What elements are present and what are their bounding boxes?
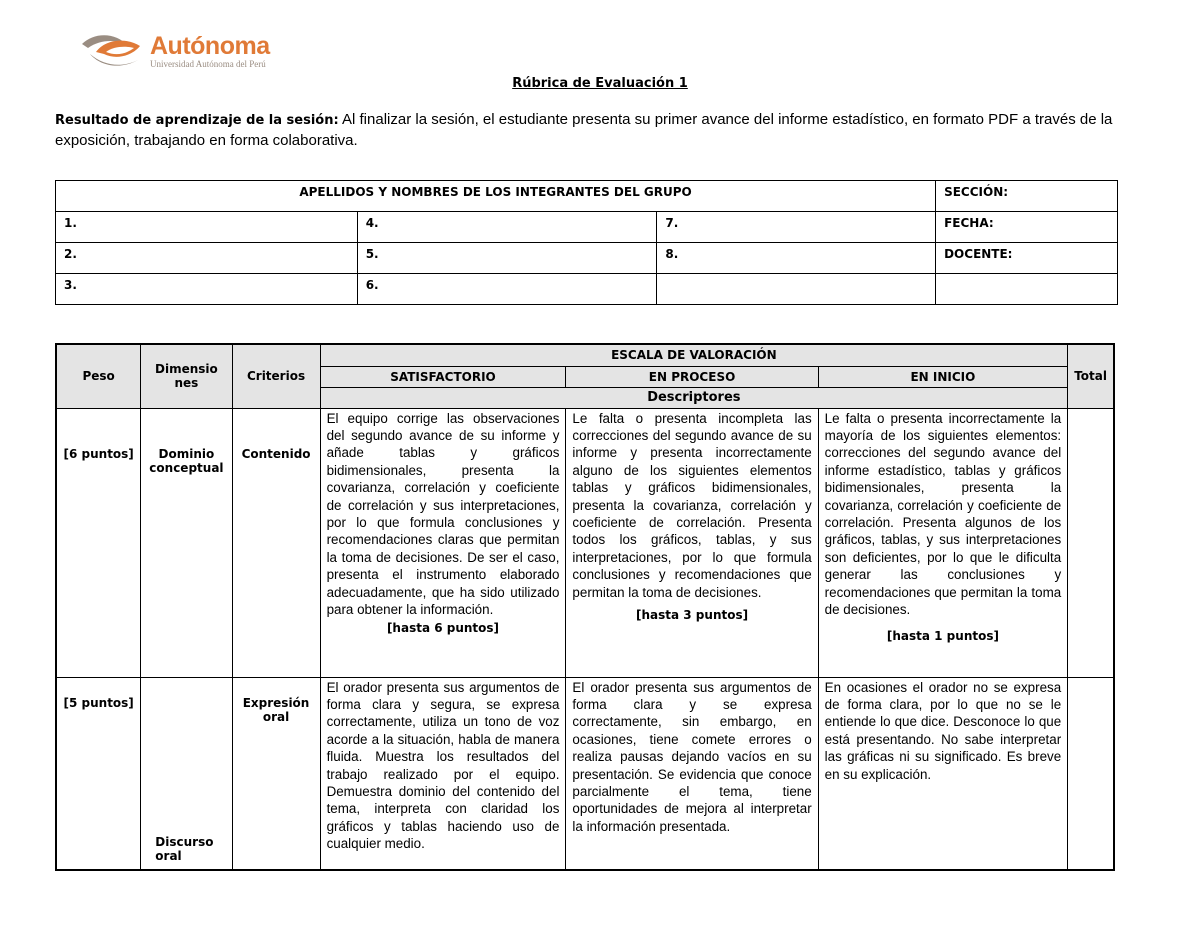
member-slot-1[interactable]: 1. [56,212,358,243]
member-slot-3[interactable]: 3. [56,274,358,305]
learning-outcome [55,110,1145,151]
header-en-inicio: EN INICIO [818,366,1068,387]
total-cell[interactable] [1068,677,1114,870]
points-label: [hasta 3 puntos] [636,607,749,622]
total-cell[interactable] [1068,408,1114,677]
member-slot-7[interactable]: 7. [657,212,936,243]
members-header: APELLIDOS Y NOMBRES DE LOS INTEGRANTES DEL GRUPO [56,181,936,212]
dimension-cell: Discurso oral [141,677,232,870]
descriptor-en-proceso: El orador presenta sus argumentos de forma clara y se expresa correctamente, sin embargo, en ocasiones, tiene comete errores o realiza pausas dejando vacíos en su presentación. Se evidencia que conoce parcialmente el tema, tiene oportunidades de mejora al interpretar la información presentada. [566,677,818,870]
rubric-table [55,343,1115,871]
descriptor-en-proceso: Le falta o presenta incompleta las correcciones del segundo avance de su informe y presenta incorrectamente alguno de los siguientes elementos tablas y gráficos bidimensionales, presenta la covarianza, correlación y coeficiente de correlación. Presenta todos los gráficos, tablas, y sus interpretaciones, por lo que formula conclusiones y recomendaciones que permitan la toma de decisiones. [hasta 3 puntos] [566,408,818,677]
header-en-proceso: EN PROCESO [566,366,818,387]
logo-name: Autónoma [150,32,270,60]
university-logo [80,30,300,75]
section-label: SECCIÓN: [936,181,1118,212]
peso-cell: [6 puntos] [56,408,141,677]
descriptor-satisfactorio: El orador presenta sus argumentos de forma clara y segura, se expresa correctamente, utiliza un tono de voz acorde a la situación, habla de manera fluida. Muestra los resultados del trabajo realizado por el equipo. Demuestra dominio del contenido del tema, interpreta con claridad los gráficos y tablas haciendo uso de cualquier medio. [320,677,566,870]
logo-subtitle: Universidad Autónoma del Perú [150,59,266,69]
member-slot-8[interactable]: 8. [657,243,936,274]
page-title: Rúbrica de Evaluación 1 [512,76,688,91]
date-label: FECHA: [936,212,1118,243]
criterio-cell: Expresión oral [232,677,320,870]
descriptor-satisfactorio: El equipo corrige las observaciones del segundo avance de su informe y añade tablas y gráficos bidimensionales, presenta la covarianza, correlación y coeficiente de correlación y sus interpretaciones, por lo que formula conclusiones y recomendaciones claras que permitan la toma de decisiones. De ser el caso, presenta el instrumento elaborado adecuadamente, que ha sido utilizado para obtener la información. [hasta 6 puntos] [320,408,566,677]
outcome-label: Resultado de aprendizaje de la sesión: [55,113,339,128]
header-peso: Peso [56,344,141,408]
header-criterios: Criterios [232,344,320,408]
member-slot-2[interactable]: 2. [56,243,358,274]
header-satisfactorio: SATISFACTORIO [320,366,566,387]
descriptor-en-inicio: Le falta o presenta incorrectamente la mayoría de los siguientes elementos: correcciones del segundo avance del informe estadístico, tablas y gráficos bidimensionales, presenta la covarianza, correlación y coeficiente de correlación. Presenta algunos de los gráficos, tablas, y sus interpretaciones son deficientes, por lo que le dificulta generar las conclusiones y recomendaciones que permitan la toma de decisiones. [hasta 1 puntos] [818,408,1068,677]
header-total: Total [1068,344,1114,408]
rubric-row-oral [56,677,1114,870]
header-dimensiones: Dimensiones [141,344,232,408]
rubric-row-content [56,408,1114,677]
member-slot-5[interactable]: 5. [357,243,657,274]
members-table [55,180,1118,305]
empty-cell [936,274,1118,305]
dimension-cell: Dominio conceptual [141,408,232,677]
teacher-label: DOCENTE: [936,243,1118,274]
header-descriptores: Descriptores [320,387,1068,408]
criterio-cell: Contenido [232,408,320,677]
member-slot-4[interactable]: 4. [357,212,657,243]
header-escala: ESCALA DE VALORACIÓN [320,344,1068,366]
outcome-text: Al finalizar la sesión, el estudiante presenta su primer avance del informe estadístico, en formato PDF a través de la exposición, trabajando en forma colaborativa. [55,111,1113,149]
descriptor-en-inicio: En ocasiones el orador no se expresa de forma clara, por lo que no se le entiende lo que dice. Desconoce lo que está presentando. No sabe interpretar las gráficas ni su significado. Es breve en su explicación. [818,677,1068,870]
empty-cell [657,274,936,305]
points-label: [hasta 1 puntos] [886,629,999,644]
member-slot-6[interactable]: 6. [357,274,657,305]
logo-swoosh-icon [80,30,142,72]
points-label: [hasta 6 puntos] [386,621,500,636]
peso-cell: [5 puntos] [56,677,141,870]
